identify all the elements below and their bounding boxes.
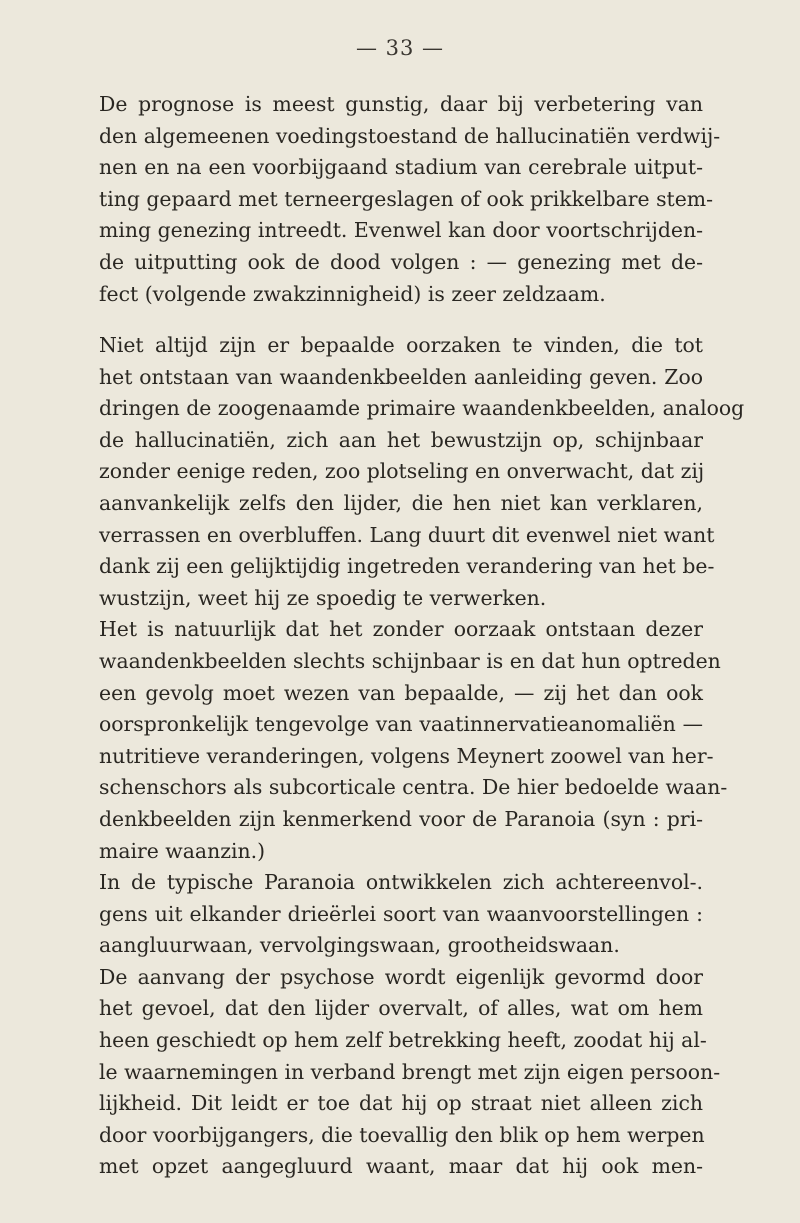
text-line: de uitputting ook de dood volgen : — genezing met de- <box>99 249 703 274</box>
text-line: een gevolg moet wezen van bepaalde, — zij het dan ook <box>99 680 703 705</box>
text-line: Het is natuurlijk dat het zonder oorzaak ontstaan dezer <box>99 617 703 642</box>
text-line: den algemeenen voedingstoestand de hallucinatiën verdwij- <box>99 123 721 148</box>
text-line: dringen de zoogenaamde primaire waandenkbeelden, analoog <box>99 396 745 421</box>
text-line: le waarnemingen in verband brengt met zijn eigen persoon- <box>99 1059 721 1084</box>
text-line: wustzijn, weet hij ze spoedig te verwerken. <box>99 585 547 610</box>
page-number: — 33 — <box>355 36 445 60</box>
text-line: met opzet aangegluurd waant, maar dat hij ook men- <box>99 1154 703 1179</box>
text-line: schenschors als subcorticale centra. De hier bedoelde waan- <box>99 775 728 800</box>
text-line: heen geschiedt op hem zelf betrekking heeft, zoodat hij al- <box>99 1028 707 1053</box>
text-line: gens uit elkander drieërlei soort van waanvoorstellingen : <box>99 901 703 926</box>
text-line: ming genezing intreedt. Evenwel kan door voortschrijden- <box>99 218 703 243</box>
text-line: verrassen en overbluffen. Lang duurt dit evenwel niet want <box>99 522 715 547</box>
text-line: het ontstaan van waandenkbeelden aanleiding geven. Zoo <box>99 364 703 389</box>
text-line: dank zij een gelijktijdig ingetreden verandering van het be- <box>99 554 715 579</box>
text-line: maire waanzin.) <box>99 838 266 863</box>
text-line: fect (volgende zwakzinnigheid) is zeer zeldzaam. <box>99 281 606 306</box>
paragraph-prognose <box>99 89 721 310</box>
text-line: aangluurwaan, vervolgingswaan, grootheidswaan. <box>99 933 620 958</box>
text-line: aanvankelijk zelfs den lijder, die hen niet kan verklaren, <box>99 490 703 515</box>
text-line: nutritieve veranderingen, volgens Meynert zoowel van her- <box>99 743 714 768</box>
text-line: door voorbijgangers, die toevallig den blik op hem werpen <box>99 1122 705 1147</box>
text-line: het gevoel, dat den lijder overvalt, of alles, wat om hem <box>99 996 703 1021</box>
text-line: zonder eenige reden, zoo plotseling en onverwacht, dat zij <box>99 459 705 484</box>
text-line: De aanvang der psychose wordt eigenlijk gevormd door <box>99 964 703 989</box>
paragraph-waandenkbeelden <box>99 330 745 1183</box>
text-line: Niet altijd zijn er bepaalde oorzaken te vinden, die tot <box>99 333 703 357</box>
text-line: ting gepaard met terneergeslagen of ook prikkelbare stem- <box>99 186 714 211</box>
text-line: de hallucinatiën, zich aan het bewustzijn op, schijnbaar <box>99 427 703 452</box>
text-line: denkbeelden zijn kenmerkend voor de Paranoia (syn : pri- <box>99 806 703 831</box>
text-line: waandenkbeelden slechts schijnbaar is en dat hun optreden <box>99 648 721 673</box>
text-line: De prognose is meest gunstig, daar bij verbetering van <box>99 92 703 116</box>
text-line: oorspronkelijk tengevolge van vaatinnervatieanomaliën — <box>99 712 703 737</box>
text-line: lijkheid. Dit leidt er toe dat hij op straat niet alleen zich <box>99 1091 703 1116</box>
text-line: nen en na een voorbijgaand stadium van cerebrale uitput- <box>99 155 703 180</box>
text-line: In de typische Paranoia ontwikkelen zich achtereenvol-. <box>99 870 703 895</box>
